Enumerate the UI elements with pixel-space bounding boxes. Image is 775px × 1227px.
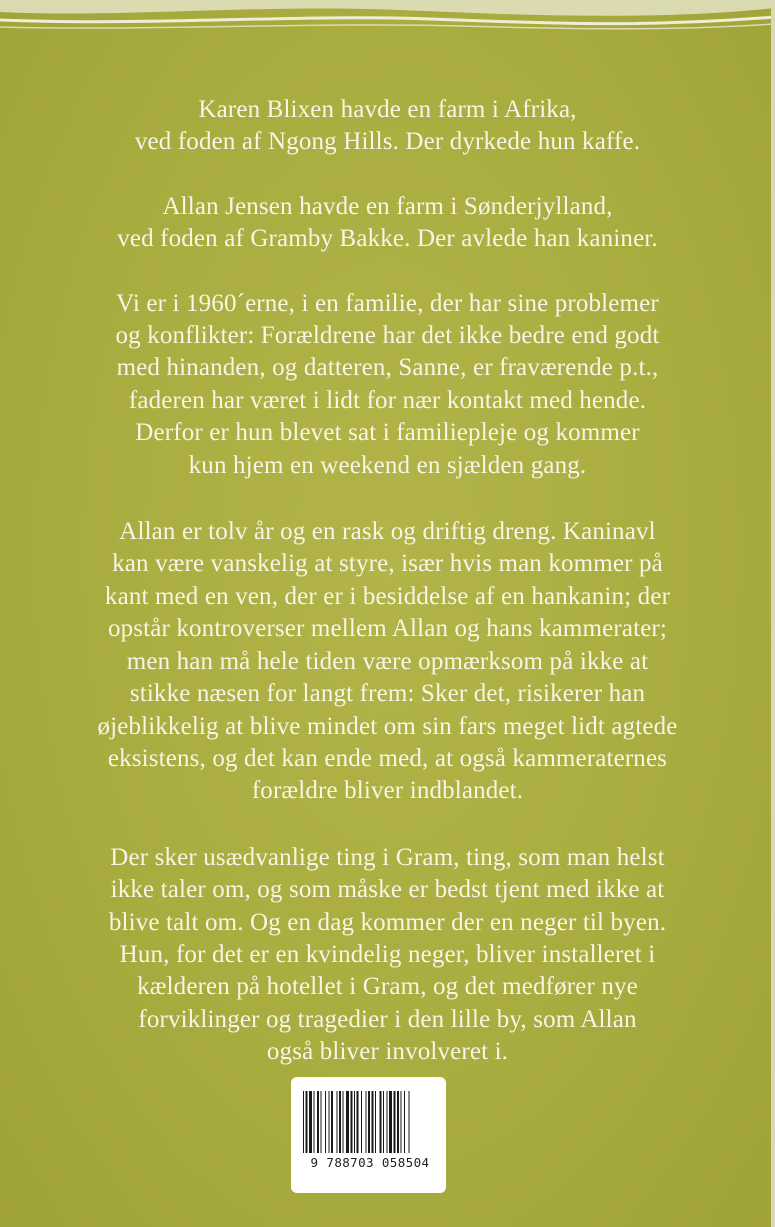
text-line: Karen Blixen havde en farm i Afrika, <box>198 96 577 123</box>
barcode-bar <box>354 1091 355 1153</box>
text-line: Derfor er hun blevet sat i familiepleje og kommer <box>135 419 640 447</box>
text-line: men han må hele tiden være opmærksom på ikke at <box>126 647 649 675</box>
barcode-bar <box>303 1091 304 1153</box>
text-line: ikke taler om, og som måske er bedst tjent med ikke at <box>110 876 665 904</box>
text-line: kan være vanskelig at styre, især hvis man kommer på <box>112 550 663 578</box>
isbn-barcode <box>291 1077 446 1193</box>
barcode-bar <box>380 1091 382 1153</box>
barcode-bar <box>404 1091 405 1153</box>
text-line: Hun, for det er en kvindelig neger, bliver installeret i <box>119 940 656 968</box>
text-line: ved foden af Ngong Hills. Der dyrkede hun kaffe. <box>134 128 641 156</box>
barcode-bar <box>321 1091 322 1153</box>
blurb-paragraph-5 <box>30 842 745 1069</box>
text-line: også bliver involveret i. <box>266 1038 509 1066</box>
text-line: kant med en ven, der er i besiddelse af en hankanin; der <box>104 582 671 610</box>
text-line: forældre bliver indblandet. <box>251 777 524 805</box>
barcode-bar <box>329 1091 330 1153</box>
barcode-bar <box>387 1091 388 1153</box>
text-line: og konflikter: Forældrene har det ikke bedre end godt <box>115 322 660 350</box>
text-line: øjeblikkelig at blive mindet om sin fars meget lidt agtede <box>97 712 678 740</box>
barcode-bar <box>351 1091 353 1153</box>
barcode-bar <box>361 1091 362 1153</box>
barcode-bar <box>409 1091 410 1153</box>
isbn-number: 9 788703 058504 <box>310 1155 430 1170</box>
decorative-top-border <box>0 0 775 40</box>
page-edge <box>771 0 775 1227</box>
text-line: kun hjem en weekend en sjælden gang. <box>188 451 587 479</box>
barcode-bar <box>394 1091 396 1153</box>
text-line: Allan er tolv år og en rask og driftig dreng. Kaninavl <box>119 518 656 546</box>
text-line: ved foden af Gramby Bakke. Der avlede han kaniner. <box>117 225 658 253</box>
blurb-paragraph-4 <box>30 516 745 808</box>
barcode-bar <box>314 1091 315 1153</box>
barcode-bar <box>309 1091 312 1153</box>
barcode-bar <box>383 1091 384 1153</box>
blurb-paragraph-1 <box>30 94 745 159</box>
text-line: forviklinger og tragedier i den lille by, som Allan <box>138 1005 637 1033</box>
barcode-bar <box>346 1091 349 1153</box>
barcode-bar <box>306 1091 308 1153</box>
barcode-bars <box>301 1091 436 1155</box>
barcode-bar <box>375 1091 376 1153</box>
barcode-bar <box>372 1091 374 1153</box>
barcode-bar <box>317 1091 319 1153</box>
barcode-bar <box>343 1091 344 1153</box>
text-line: blive talt om. Og en dag kommer der en neger til byen. <box>108 908 667 936</box>
text-line: Der sker usædvanlige ting i Gram, ting, som man helst <box>110 843 665 871</box>
text-line: opstår kontroverser mellem Allan og hans kammerater; <box>107 615 668 643</box>
blurb-paragraph-2 <box>30 191 745 256</box>
text-line: eksistens, og det kan ende med, at også kammeraternes <box>107 744 668 772</box>
blurb-paragraph-3 <box>30 288 745 482</box>
barcode-bar <box>357 1091 359 1153</box>
barcode-bar <box>339 1091 341 1153</box>
barcode-bar <box>401 1091 402 1153</box>
text-line: Allan Jensen havde en farm i Sønderjylland, <box>162 192 613 220</box>
text-line: faderen har været i lidt for nær kontakt med hende. <box>128 386 647 414</box>
blurb-text <box>30 94 745 1069</box>
text-line: kælderen på hotellet i Gram, og det medfører nye <box>137 973 638 1001</box>
text-line: Vi er i 1960´erne, i en familie, der har sine problemer <box>116 289 659 317</box>
barcode-bar <box>325 1091 326 1153</box>
text-line: med hinanden, og datteren, Sanne, er fraværende p.t., <box>116 354 659 382</box>
barcode-bar <box>366 1091 367 1153</box>
text-line: stikke næsen for langt frem: Sker det, risikerer han <box>129 680 646 708</box>
barcode-bar <box>397 1091 399 1153</box>
barcode-bar <box>337 1091 338 1153</box>
barcode-bar <box>331 1091 333 1153</box>
barcode-bar <box>368 1091 370 1153</box>
barcode-bar <box>389 1091 392 1153</box>
